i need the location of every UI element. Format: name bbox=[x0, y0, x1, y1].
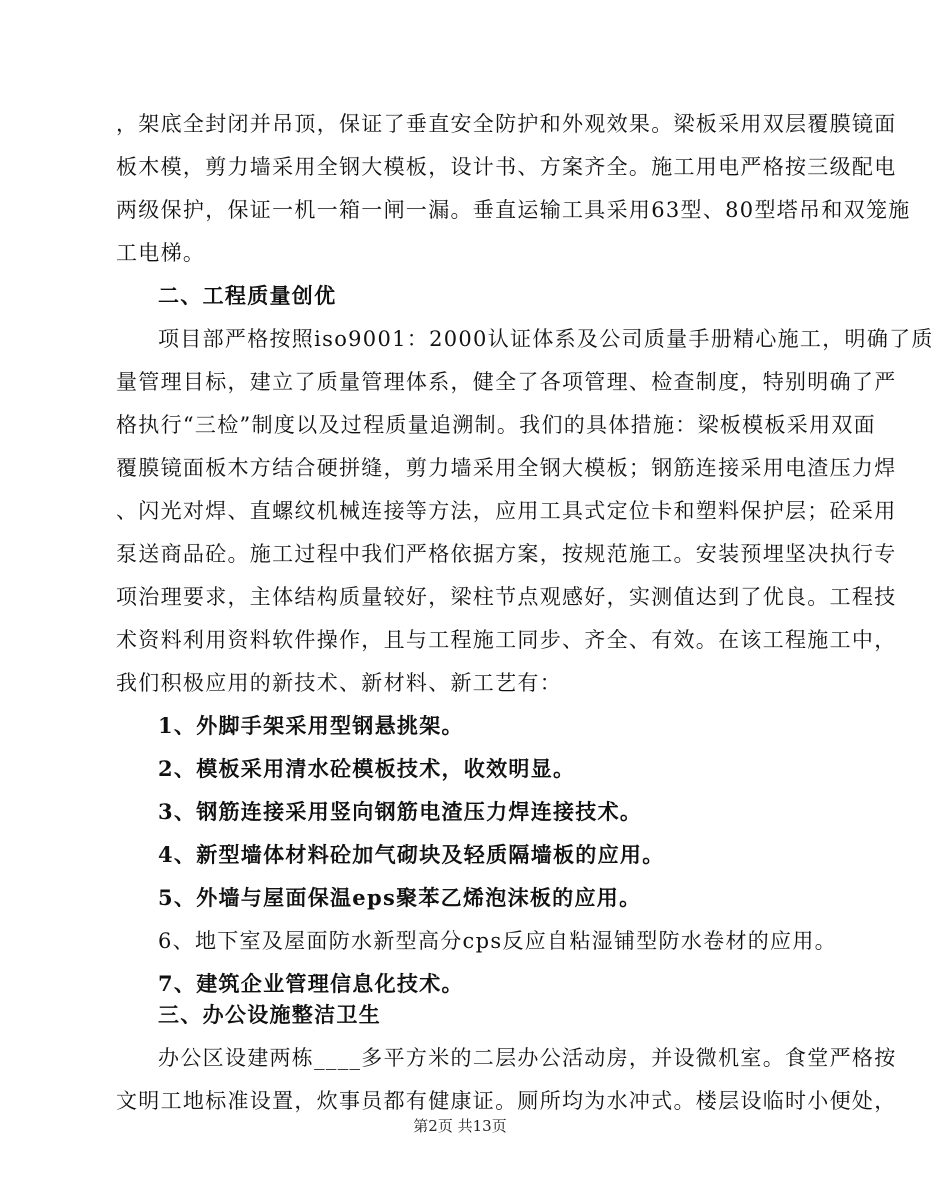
list-item: 6、地下室及屋面防水新型高分cps反应自粘湿铺型防水卷材的应用。 bbox=[158, 929, 837, 953]
list-item: 2、模板采用清水砼模板技术，收效明显。 bbox=[158, 756, 576, 781]
paragraph2-line-7: 项治理要求，主体结构质量较好，梁柱节点观感好，实测值达到了优良。工程技 bbox=[116, 585, 897, 609]
paragraph3-line-2: 文明工地标准设置，炊事员都有健康证。厕所均为水冲式。楼层设临时小便处， bbox=[116, 1089, 897, 1113]
list-item: 7、建筑企业管理信息化技术。 bbox=[158, 971, 464, 996]
list-item: 1、外脚手架采用型钢悬挑架。 bbox=[158, 713, 464, 738]
paragraph2-line-6: 泵送商品砼。施工过程中我们严格依据方案，按规范施工。安装预埋坚决执行专 bbox=[116, 542, 897, 566]
list-item: 3、钢筋连接采用竖向钢筋电渣压力焊连接技术。 bbox=[158, 799, 643, 824]
paragraph1-line-4: 工电梯。 bbox=[116, 241, 206, 265]
paragraph1-line-2: 板木模，剪力墙采用全钢大模板，设计书、方案齐全。施工用电严格按三级配电 bbox=[116, 155, 897, 179]
section-heading-quality: 二、工程质量创优 bbox=[158, 283, 337, 308]
paragraph2-line-8: 术资料利用资料软件操作，且与工程施工同步、齐全、有效。在该工程施工中， bbox=[116, 628, 897, 652]
paragraph2-line-9: 我们积极应用的新技术、新材料、新工艺有： bbox=[116, 671, 562, 695]
paragraph2-line-4: 覆膜镜面板木方结合硬拼缝，剪力墙采用全钢大模板；钢筋连接采用电渣压力焊 bbox=[116, 456, 897, 480]
page-number-footer: 第2页 共13页 bbox=[413, 1117, 507, 1135]
paragraph2-line-1: 项目部严格按照iso9001：2000认证体系及公司质量手册精心施工，明确了质 bbox=[158, 327, 934, 351]
list-item: 4、新型墙体材料砼加气砌块及轻质隔墙板的应用。 bbox=[158, 842, 665, 867]
list-item: 5、外墙与屋面保温eps聚苯乙烯泡沫板的应用。 bbox=[158, 885, 642, 910]
paragraph3-line-1: 办公区设建两栋____多平方米的二层办公活动房，并设微机室。食堂严格按 bbox=[158, 1046, 897, 1070]
paragraph1-line-3: 两级保护，保证一机一箱一闸一漏。垂直运输工具采用63型、80型塔吊和双笼施 bbox=[116, 198, 911, 222]
section-heading-office: 三、办公设施整洁卫生 bbox=[158, 1002, 381, 1027]
paragraph1-line-1: ，架底全封闭并吊顶，保证了垂直安全防护和外观效果。梁板采用双层覆膜镜面 bbox=[116, 112, 897, 136]
paragraph2-line-5: 、闪光对焊、直螺纹机械连接等方法，应用工具式定位卡和塑料保护层；砼采用 bbox=[116, 499, 897, 523]
paragraph2-line-3: 格执行“三检”制度以及过程质量追溯制。我们的具体措施：梁板模板采用双面 bbox=[116, 413, 876, 437]
paragraph2-line-2: 量管理目标，建立了质量管理体系，健全了各项管理、检查制度，特别明确了严 bbox=[116, 370, 897, 394]
